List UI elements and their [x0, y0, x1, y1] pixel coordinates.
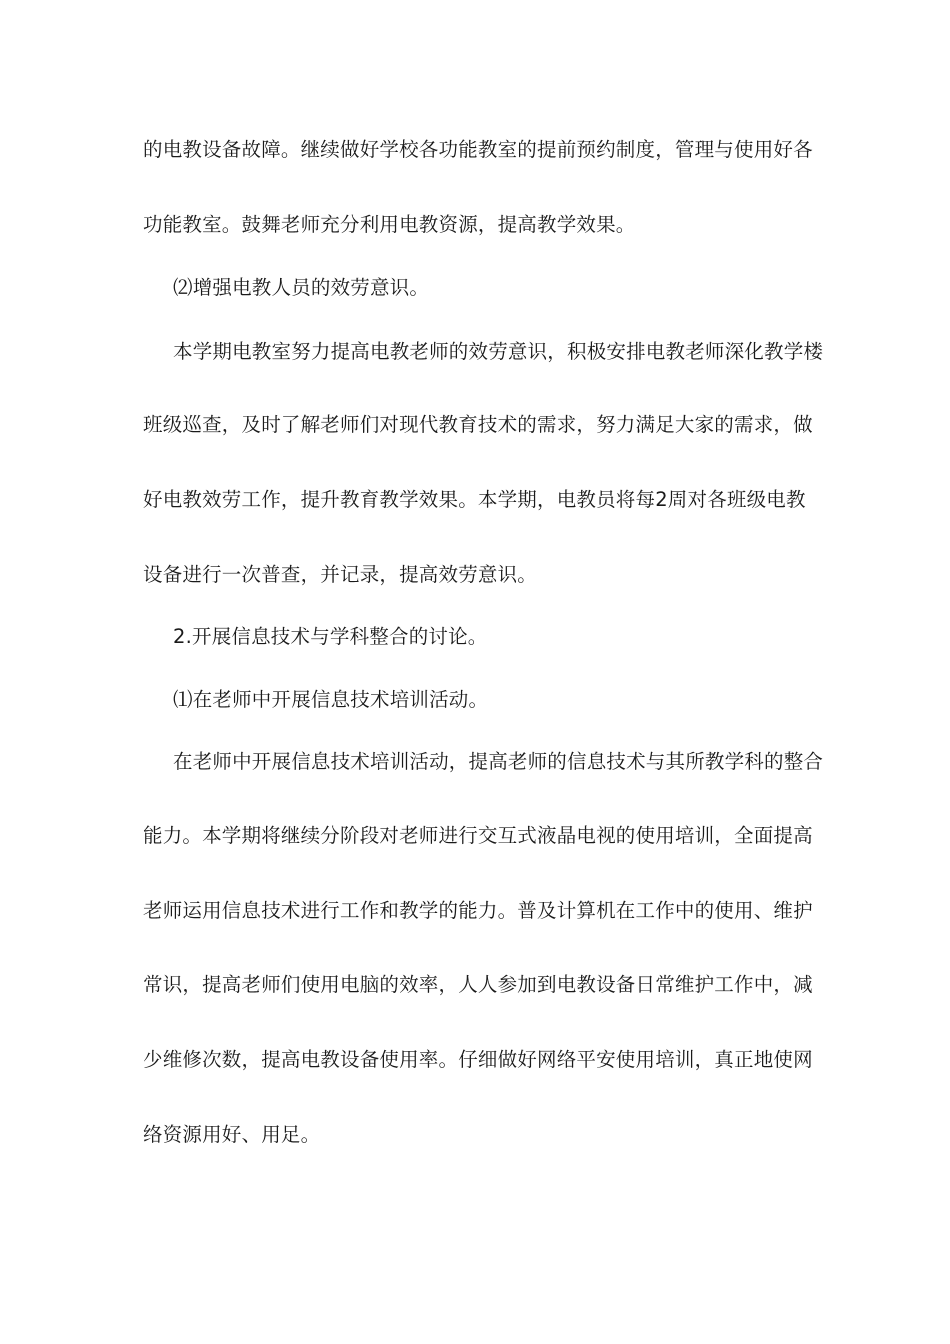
paragraph-line: 能力。本学期将继续分阶段对老师进行交互式液晶电视的使用培训，全面提高 [143, 824, 813, 847]
section-heading: ⑴在老师中开展信息技术培训活动。 [173, 688, 489, 711]
paragraph-line: 络资源用好、用足。 [143, 1123, 321, 1146]
paragraph-line: 设备进行一次普查，并记录，提高效劳意识。 [143, 563, 538, 586]
paragraph-line: 常识，提高老师们使用电脑的效率，人人参加到电教设备日常维护工作中，减 [143, 973, 813, 996]
paragraph-line: 在老师中开展信息技术培训活动，提高老师的信息技术与其所教学科的整合 [173, 750, 824, 773]
paragraph-line: 本学期电教室努力提高电教老师的效劳意识，积极安排电教老师深化教学楼 [173, 340, 824, 363]
paragraph-line: 少维修次数，提高电教设备使用率。仔细做好网络平安使用培训，真正地使网 [143, 1048, 813, 1071]
paragraph-line: 老师运用信息技术进行工作和教学的能力。普及计算机在工作中的使用、维护 [143, 899, 813, 922]
paragraph-line: 的电教设备故障。继续做好学校各功能教室的提前预约制度，管理与使用好各 [143, 138, 813, 161]
paragraph-line: 班级巡查，及时了解老师们对现代教育技术的需求，努力满足大家的需求，做 [143, 413, 813, 436]
section-heading: ⑵增强电教人员的效劳意识。 [173, 276, 430, 299]
paragraph-line: 好电教效劳工作，提升教育教学效果。本学期，电教员将每2周对各班级电教 [143, 488, 806, 511]
section-heading: 2.开展信息技术与学科整合的讨论。 [173, 625, 488, 648]
paragraph-line: 功能教室。鼓舞老师充分利用电教资源，提高教学效果。 [143, 213, 636, 236]
